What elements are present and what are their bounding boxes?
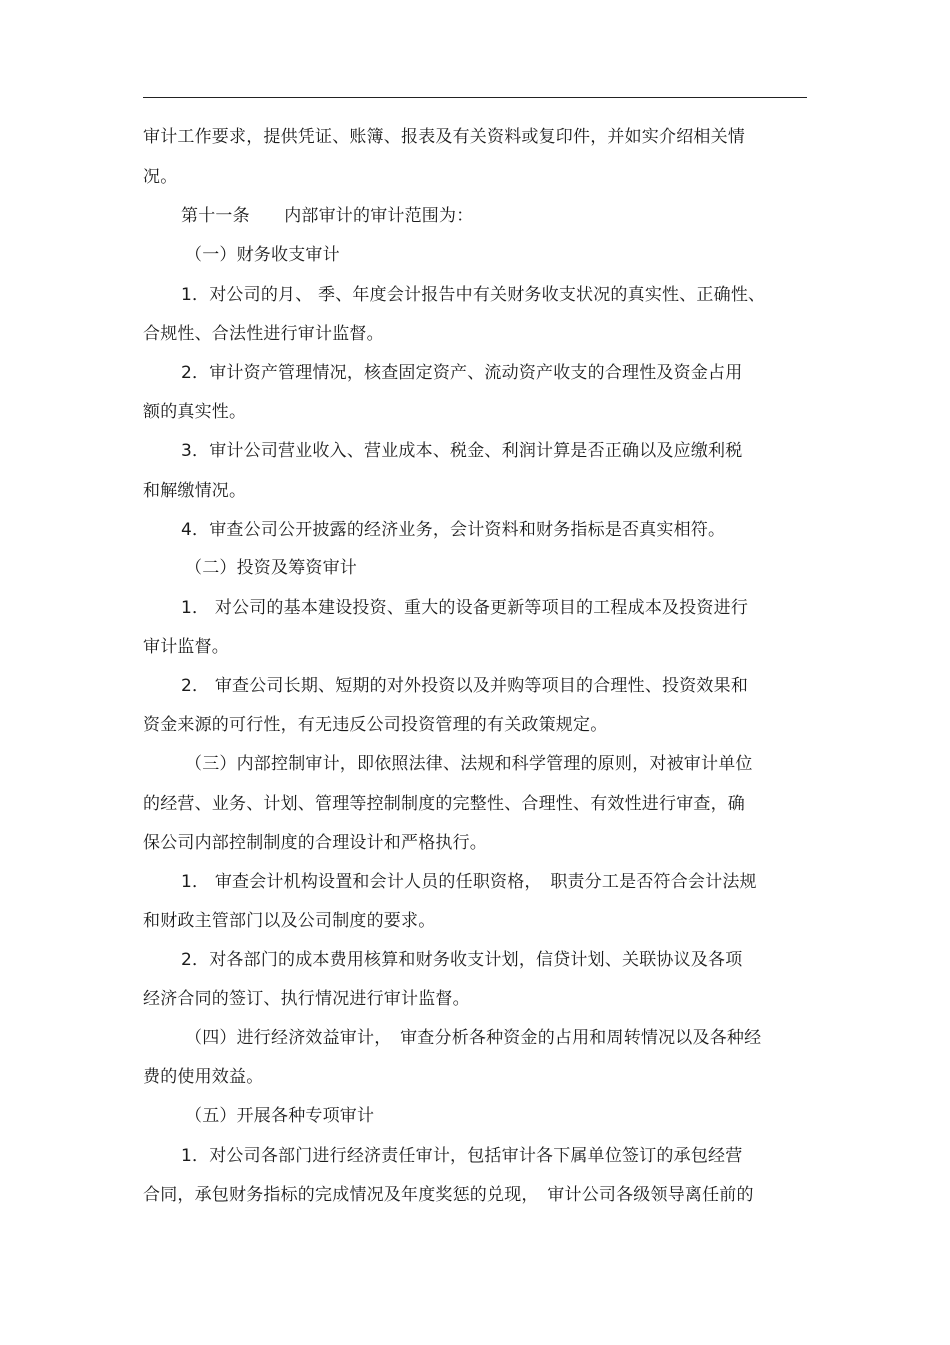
text-line: 1．对公司各部门进行经济责任审计，包括审计各下属单位签订的承包经营 xyxy=(181,1146,743,1166)
text-line: 1．对公司的月、 季、年度会计报告中有关财务收支状况的真实性、正确性、 xyxy=(181,285,766,305)
text-line: 经济合同的签订、执行情况进行审计监督。 xyxy=(143,989,470,1009)
text-line: 1． 审查会计机构设置和会计人员的任职资格， 职责分工是否符合会计法规 xyxy=(181,872,757,892)
text-line: 合规性、合法性进行审计监督。 xyxy=(143,324,384,344)
header-rule xyxy=(143,97,807,98)
section-heading: （一）财务收支审计 xyxy=(185,245,340,265)
text-line: 审计工作要求，提供凭证、账簿、报表及有关资料或复印件，并如实介绍相关情 xyxy=(143,127,745,147)
article-heading: 第十一条 内部审计的审计范围为： xyxy=(181,206,474,226)
text-line: 资金来源的可行性，有无违反公司投资管理的有关政策规定。 xyxy=(143,715,608,735)
section-heading: （二）投资及筹资审计 xyxy=(185,558,357,578)
text-line: 合同，承包财务指标的完成情况及年度奖惩的兑现， 审计公司各级领导离任前的 xyxy=(143,1185,754,1205)
section-heading: （四）进行经济效益审计， 审查分析各种资金的占用和周转情况以及各种经 xyxy=(185,1028,762,1048)
text-line: 3．审计公司营业收入、营业成本、税金、利润计算是否正确以及应缴利税 xyxy=(181,441,743,461)
text-line: 况。 xyxy=(143,167,178,187)
text-line: 1． 对公司的基本建设投资、重大的设备更新等项目的工程成本及投资进行 xyxy=(181,598,749,618)
text-line: 2． 审查公司长期、短期的对外投资以及并购等项目的合理性、投资效果和 xyxy=(181,676,749,696)
text-line: 4．审查公司公开披露的经济业务，会计资料和财务指标是否真实相符。 xyxy=(181,520,726,540)
text-line: 和解缴情况。 xyxy=(143,481,247,501)
text-line: 费的使用效益。 xyxy=(143,1067,264,1087)
text-line: 额的真实性。 xyxy=(143,402,247,422)
text-line: 和财政主管部门以及公司制度的要求。 xyxy=(143,911,436,931)
text-line: 2．对各部门的成本费用核算和财务收支计划，信贷计划、关联协议及各项 xyxy=(181,950,743,970)
section-heading: （五）开展各种专项审计 xyxy=(185,1106,375,1126)
text-line: 审计监督。 xyxy=(143,637,229,657)
text-line: 2．审计资产管理情况，核查固定资产、流动资产收支的合理性及资金占用 xyxy=(181,363,743,383)
text-line: 的经营、业务、计划、管理等控制制度的完整性、合理性、有效性进行审查，确 xyxy=(143,794,745,814)
text-line: 保公司内部控制制度的合理设计和严格执行。 xyxy=(143,833,487,853)
section-heading: （三）内部控制审计，即依照法律、法规和科学管理的原则，对被审计单位 xyxy=(185,754,753,774)
